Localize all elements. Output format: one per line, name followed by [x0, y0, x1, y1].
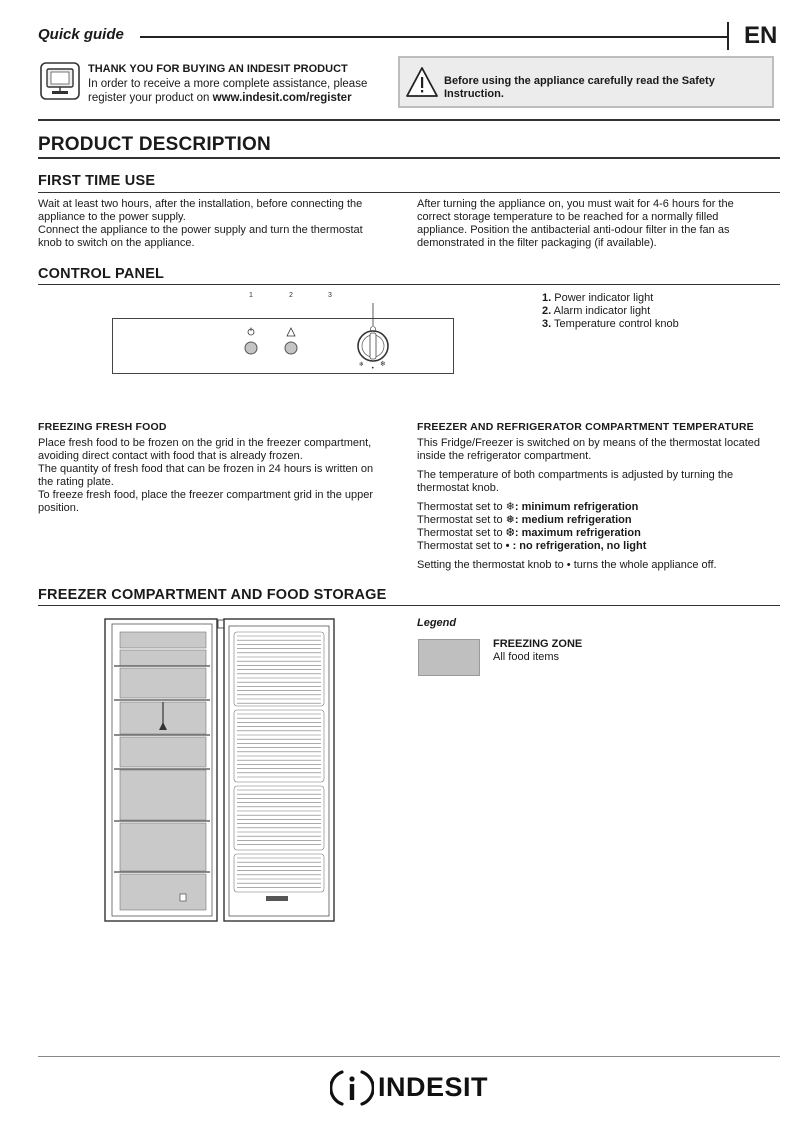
storage-rule — [38, 605, 780, 606]
control-panel-legend — [542, 292, 679, 331]
register-link[interactable]: www.indesit.com/register — [212, 92, 352, 104]
legend-item-1: 1. Power indicator light — [542, 292, 654, 304]
compartment-temperature-heading: FREEZER AND REFRIGERATOR COMPARTMENT TEMPERATURE — [417, 421, 754, 433]
svg-text:❄: ❄ — [380, 360, 386, 368]
snowflake-medium-icon: ❅ — [505, 514, 515, 526]
legend-item-3: 3. Temperature control knob — [542, 318, 679, 330]
first-time-use-left-p1: Wait at least two hours, after the installation, before connecting the appliance to the power supply. — [38, 198, 363, 223]
safety-warning-text — [444, 75, 764, 101]
snowflake-max-icon: ❆ — [505, 527, 515, 539]
control-panel-heading: CONTROL PANEL — [38, 266, 165, 282]
thanks-body-line2 — [88, 91, 388, 105]
thanks-body-line1: In order to receive a more complete assistance, please — [88, 78, 368, 90]
freezing-fresh-food-heading: FREEZING FRESH FOOD — [38, 421, 167, 433]
header-divider — [727, 22, 729, 50]
callout-2: 2 — [289, 292, 293, 299]
freezer-diagram — [100, 614, 340, 924]
temperature-p3: Setting the thermostat knob to • turns the whole appliance off. — [417, 559, 717, 571]
quick-guide-title: Quick guide — [38, 26, 124, 43]
callout-3: 3 — [328, 292, 332, 299]
safety-warning-line1: Before using the appliance carefully read the Safety — [444, 75, 715, 87]
freezing-zone-desc: All food items — [493, 651, 560, 663]
power-indicator-light — [245, 342, 257, 354]
thermostat-settings — [417, 501, 777, 553]
first-time-use-heading: FIRST TIME USE — [38, 173, 156, 189]
product-description-heading: PRODUCT DESCRIPTION — [38, 134, 271, 155]
control-panel-rule — [38, 284, 780, 285]
freezing-zone-title: FREEZING ZONE — [493, 638, 583, 650]
brand-name: INDESIT — [378, 1072, 489, 1102]
temperature-p1: This Fridge/Freezer is switched on by means of the thermostat located inside the refrigerator compartment. — [417, 437, 760, 462]
freezing-fresh-food-text — [38, 437, 390, 515]
legend-item-2: 2. Alarm indicator light — [542, 305, 651, 317]
callout-1: 1 — [249, 292, 253, 299]
temperature-p2: The temperature of both compartments is adjusted by turning the thermostat knob. — [417, 469, 734, 494]
alarm-indicator-light — [285, 342, 297, 354]
freezing-p3: To freeze fresh food, place the freezer compartment grid in the upper position. — [38, 489, 374, 514]
thermostat-row-max: Thermostat set to ❆: maximum refrigeration — [417, 527, 641, 539]
power-symbol-icon — [248, 328, 254, 336]
safety-warning-line2: Instruction. — [444, 88, 504, 100]
thermostat-row-off: Thermostat set to • : no refrigeration, no light — [417, 540, 647, 552]
thanks-body-prefix: register your product on — [88, 92, 213, 104]
control-panel-drawing — [112, 300, 454, 376]
language-label: EN — [744, 22, 778, 49]
thanks-body — [88, 77, 388, 105]
freezing-zone-swatch — [418, 639, 480, 676]
indesit-logo-icon — [330, 1066, 374, 1110]
svg-text:•: • — [371, 365, 375, 372]
header-rule — [140, 36, 728, 38]
snowflake-min-icon: ❄ — [505, 501, 515, 513]
first-time-use-left — [38, 198, 388, 250]
storage-heading: FREEZER COMPARTMENT AND FOOD STORAGE — [38, 587, 387, 603]
first-time-use-right: After turning the appliance on, you must wait for 4-6 hours for the correct storage temperature to be reached for a normally filled appliance. Position the antibacterial anti-odour filter in the fan as demonstrated in the filter packaging (if available). — [417, 198, 734, 249]
section-rule — [38, 119, 780, 121]
alarm-symbol-icon — [287, 328, 295, 336]
svg-text:❄: ❄ — [359, 361, 365, 368]
thermostat-row-min: Thermostat set to ❄: minimum refrigeration — [417, 501, 639, 513]
thanks-title: THANK YOU FOR BUYING AN INDESIT PRODUCT — [88, 63, 348, 75]
first-time-use-rule — [38, 192, 780, 193]
footer-rule — [38, 1056, 780, 1057]
product-description-rule — [38, 157, 780, 159]
thermostat-row-medium: Thermostat set to ❅: medium refrigeration — [417, 514, 632, 526]
first-time-use-left-p2: Connect the appliance to the power supply and turn the thermostat knob to switch on the appliance. — [38, 224, 363, 249]
legend-title: Legend — [417, 617, 457, 629]
temperature-text — [417, 437, 777, 572]
computer-icon — [40, 62, 80, 100]
freezing-p1: Place fresh food to be frozen on the grid in the freezer compartment, avoiding direct contact with food that is already frozen. — [38, 437, 372, 462]
warning-icon — [405, 66, 439, 98]
freezing-p2: The quantity of fresh food that can be frozen in 24 hours is written on the rating plate. — [38, 463, 374, 488]
